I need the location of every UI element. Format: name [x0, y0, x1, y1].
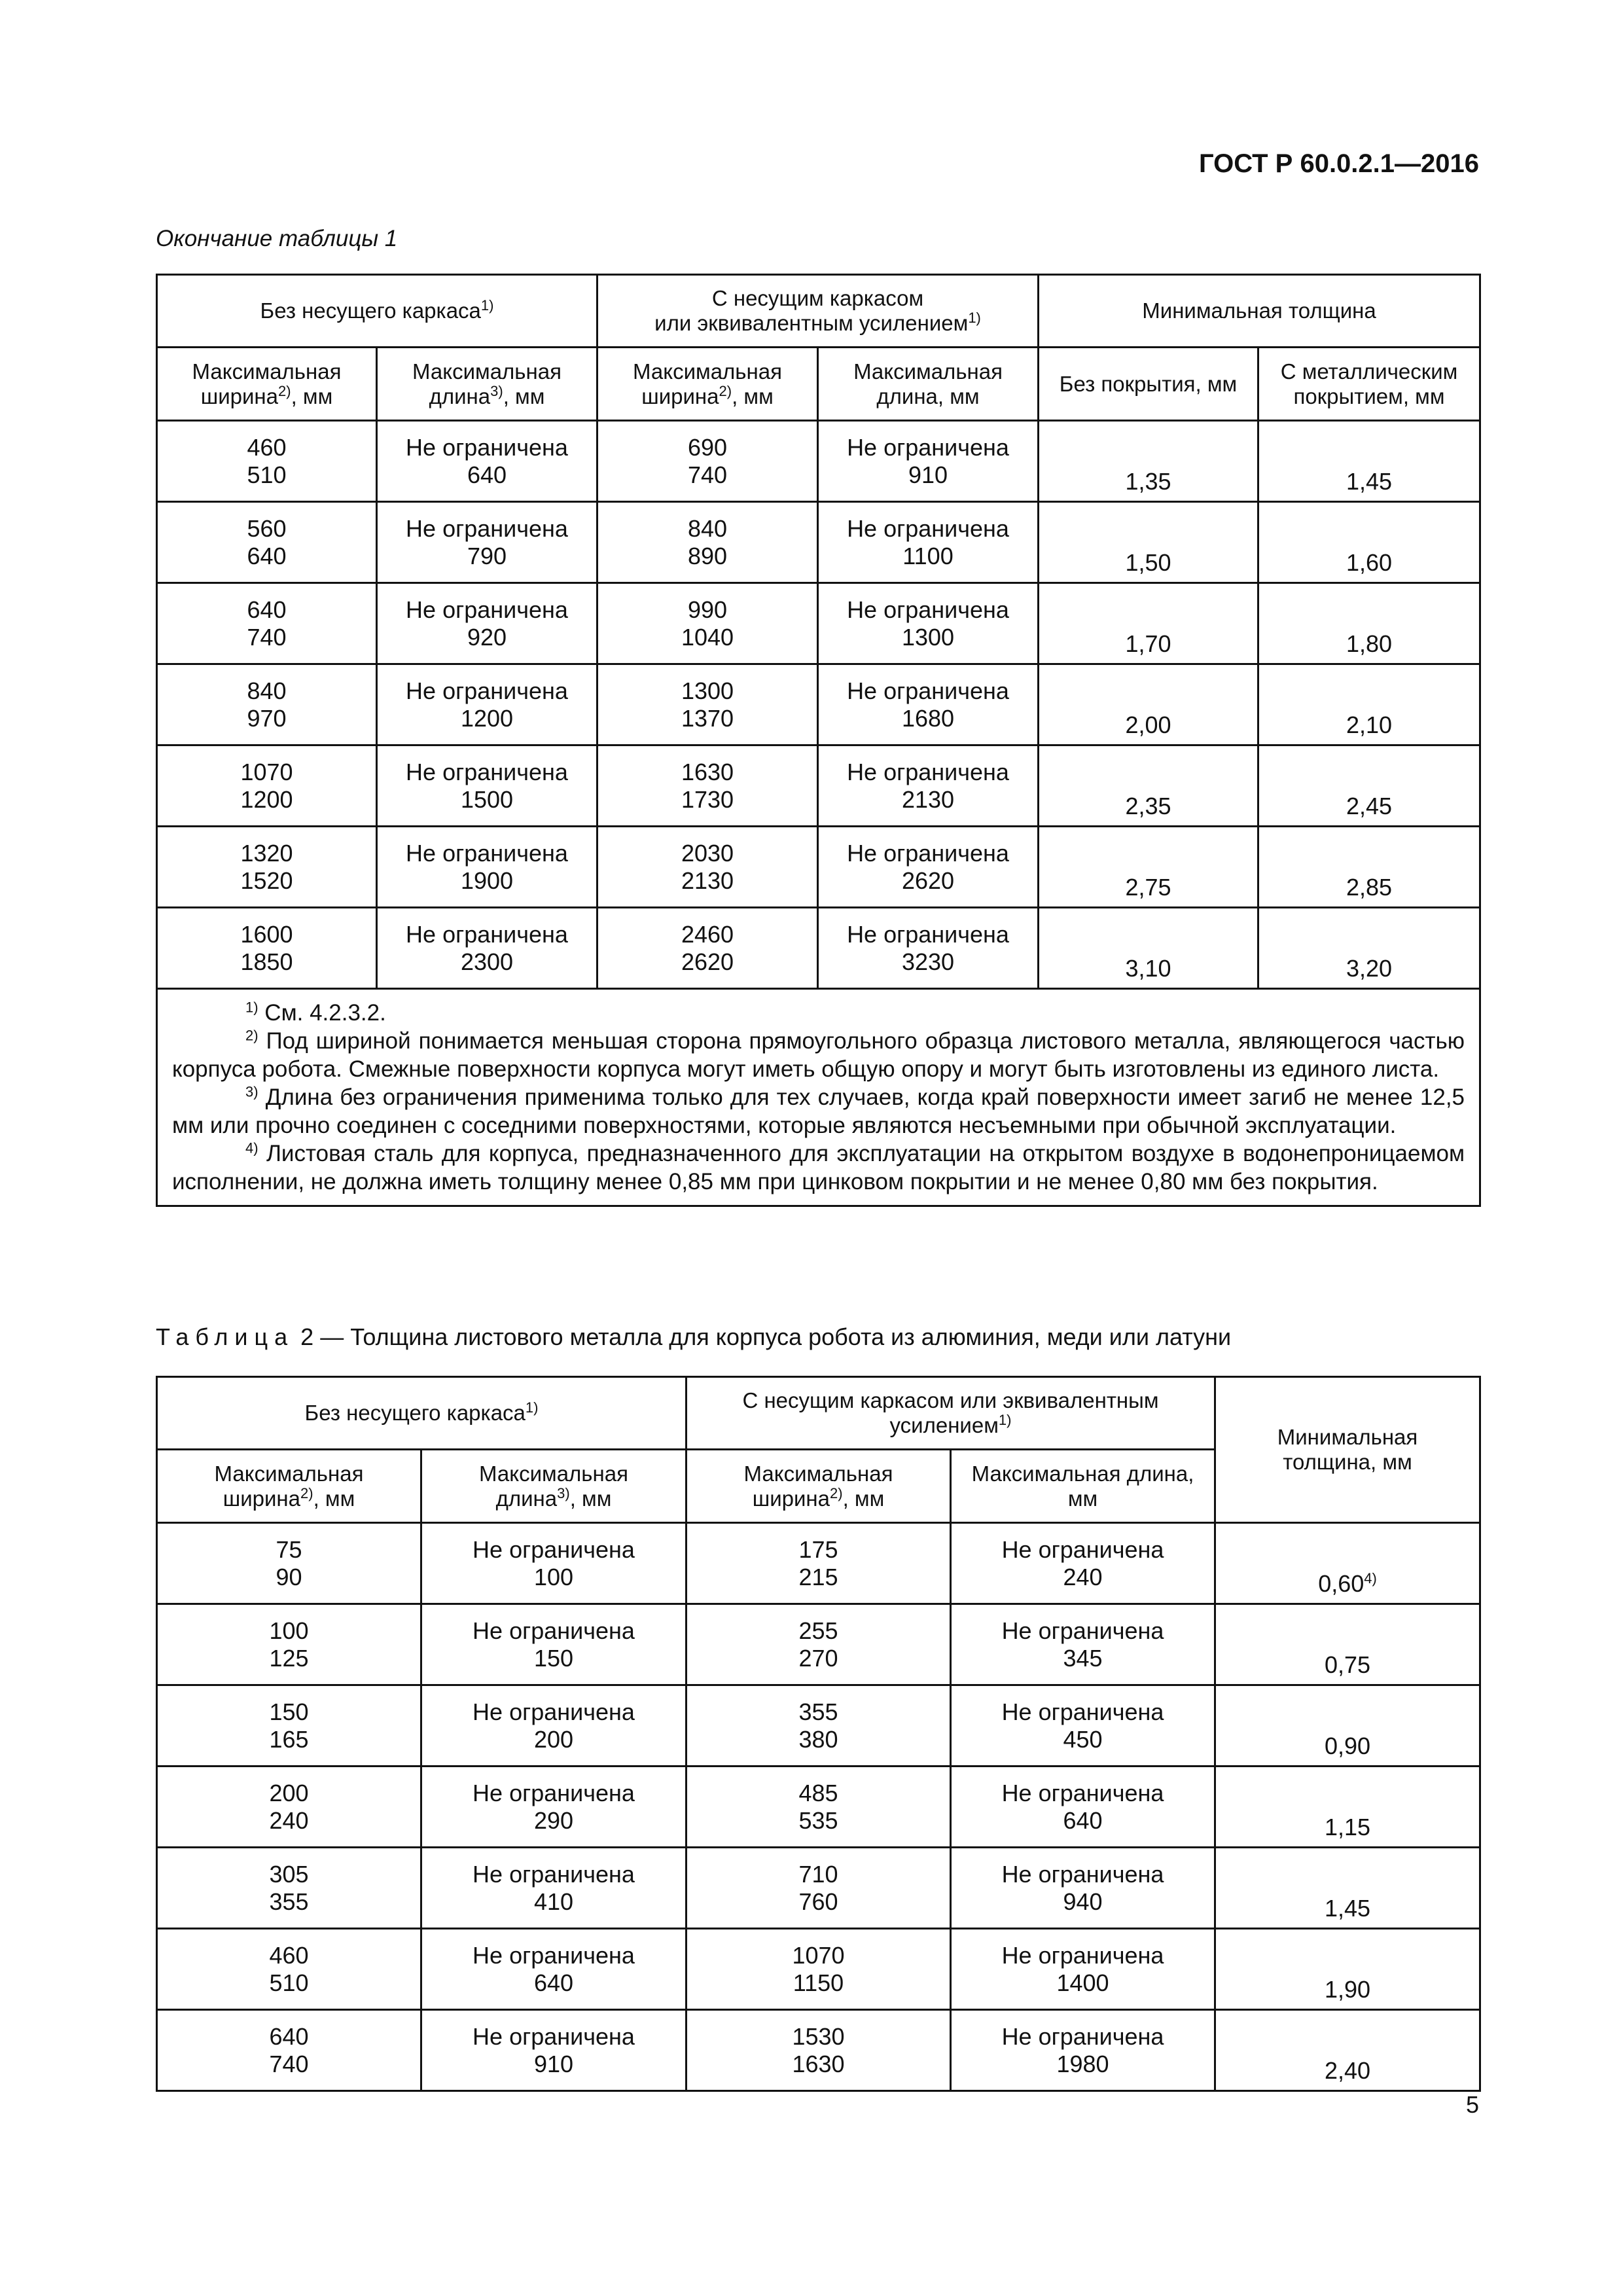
table-cell: Не ограничена 910 — [818, 421, 1039, 502]
table-cell: 100 125 — [157, 1604, 421, 1685]
table-row — [157, 1523, 1480, 1604]
table-cell: 1,80 — [1258, 583, 1480, 664]
t1-col-uncoated: Без покрытия, мм — [1039, 348, 1258, 421]
table2-title: Таблица 2 — Толщина листового металла для корпуса робота из алюминия, меди или латуни — [156, 1323, 1232, 1350]
t1-footnotes — [157, 989, 1480, 1206]
table-cell: 460 510 — [157, 1929, 421, 2010]
table-cell: Не ограничена 640 — [421, 1929, 687, 2010]
table1-continuation-title: Окончание таблицы 1 — [156, 226, 398, 251]
table-cell: 150 165 — [157, 1685, 421, 1767]
table-cell: 1070 1200 — [157, 745, 377, 827]
table-cell: Не ограничена 1980 — [951, 2010, 1215, 2091]
table-row — [157, 1848, 1480, 1929]
table-cell: 1,45 — [1215, 1848, 1480, 1929]
table-cell: 1300 1370 — [597, 664, 818, 745]
table-cell: Не ограничена 150 — [421, 1604, 687, 1685]
table-cell: 1,15 — [1215, 1767, 1480, 1848]
table-cell: Не ограничена 410 — [421, 1848, 687, 1929]
table-cell: Не ограничена 910 — [421, 2010, 687, 2091]
t2-col-frame-max-length: Максимальная длина, мм — [951, 1450, 1215, 1523]
page-number: 5 — [1465, 2091, 1479, 2118]
table-cell: 840 970 — [157, 664, 377, 745]
table-cell: Не ограничена 345 — [951, 1604, 1215, 1685]
table-cell: 1,45 — [1258, 421, 1480, 502]
t1-col-coated: С металлическим покрытием, мм — [1258, 348, 1480, 421]
table-row — [157, 502, 1480, 583]
table-cell: 485 535 — [687, 1767, 951, 1848]
table-cell: 3,20 — [1258, 908, 1480, 989]
table-cell: Не ограничена 2300 — [377, 908, 597, 989]
table-cell: 640 740 — [157, 583, 377, 664]
table-cell: Не ограничена 1900 — [377, 827, 597, 908]
table-cell: 560 640 — [157, 502, 377, 583]
table-2 — [156, 1376, 1481, 2092]
table-cell: 840 890 — [597, 502, 818, 583]
table-cell: 1,35 — [1039, 421, 1258, 502]
t1-col-max-length: Максимальная длина$^{3)}$, мм — [377, 348, 597, 421]
table-cell: Не ограничена 640 — [377, 421, 597, 502]
table-cell: 2030 2130 — [597, 827, 818, 908]
table-cell: 2,00 — [1039, 664, 1258, 745]
t2-header-no-frame: Без несущего каркаса$^{1)}$ — [157, 1377, 687, 1450]
table-cell: Не ограничена 940 — [951, 1848, 1215, 1929]
table-cell: Не ограничена 290 — [421, 1767, 687, 1848]
t1-footnote-4: $^{4)}$ Листовая сталь для корпуса, предназначенного для эксплуатации на открытом воздухе в водонепроницаемом исполнении, не должна иметь толщину менее 0,85 мм при цинковом покрытии и не менее 0,80 мм без покрытия. — [172, 1139, 1465, 1194]
table-cell: 1320 1520 — [157, 827, 377, 908]
table-cell: Не ограничена 2620 — [818, 827, 1039, 908]
table-cell: Не ограничена 240 — [951, 1523, 1215, 1604]
table-cell: 355 380 — [687, 1685, 951, 1767]
t2-header-with-frame: С несущим каркасом или эквивалентным усилением$^{1)}$ — [687, 1377, 1215, 1450]
table-row — [157, 827, 1480, 908]
t1-header-no-frame: Без несущего каркаса$^{1)}$ — [157, 275, 597, 348]
table-cell: Не ограничена 1200 — [377, 664, 597, 745]
t1-col-frame-max-width: Максимальная ширина$^{2)}$, мм — [597, 348, 818, 421]
t2-header-min-thickness: Минимальная толщина, мм — [1215, 1377, 1480, 1523]
table-cell: 990 1040 — [597, 583, 818, 664]
table-cell: 200 240 — [157, 1767, 421, 1848]
table-row — [157, 583, 1480, 664]
table-row — [157, 745, 1480, 827]
t2-col-max-length: Максимальная длина$^{3)}$, мм — [421, 1450, 687, 1523]
table-cell: Не ограничена 100 — [421, 1523, 687, 1604]
table-cell: Не ограничена 3230 — [818, 908, 1039, 989]
t1-col-max-width: Максимальная ширина$^{2)}$, мм — [157, 348, 377, 421]
table-cell: 1070 1150 — [687, 1929, 951, 2010]
table-cell: 1630 1730 — [597, 745, 818, 827]
table-cell: 0,90 — [1215, 1685, 1480, 1767]
t1-col-frame-max-length: Максимальная длина, мм — [818, 348, 1039, 421]
table-cell: 75 90 — [157, 1523, 421, 1604]
table-cell: Не ограничена 790 — [377, 502, 597, 583]
table-cell: 1,70 — [1039, 583, 1258, 664]
table-cell: 2,10 — [1258, 664, 1480, 745]
table-1 — [156, 274, 1481, 1207]
t1-header-with-frame: С несущим каркасом или эквивалентным усилением$^{1)}$ — [597, 275, 1039, 348]
t1-footnote-3: $^{3)}$ Длина без ограничения применима только для тех случаев, когда край поверхности имеет загиб не менее 12,5 мм или прочно соединен с соседними поверхностями, которые являются несъемными при обычной эксплуатации. — [172, 1083, 1465, 1138]
table-cell: 1,60 — [1258, 502, 1480, 583]
table-cell: 1530 1630 — [687, 2010, 951, 2091]
t1-footnote-1: $^{1)}$ См. 4.2.3.2. — [245, 999, 386, 1026]
t2-col-max-width: Максимальная ширина$^{2)}$, мм — [157, 1450, 421, 1523]
table-row — [157, 908, 1480, 989]
table-row — [157, 1604, 1480, 1685]
table-cell: 2,85 — [1258, 827, 1480, 908]
table-cell: 1600 1850 — [157, 908, 377, 989]
document-code-header: ГОСТ Р 60.0.2.1—2016 — [1198, 149, 1479, 178]
table-cell: 690 740 — [597, 421, 818, 502]
table-cell: Не ограничена 1400 — [951, 1929, 1215, 2010]
table-cell: Не ограничена 1500 — [377, 745, 597, 827]
table-cell: 3,10 — [1039, 908, 1258, 989]
table-row — [157, 1929, 1480, 2010]
table-cell: Не ограничена 200 — [421, 1685, 687, 1767]
table-row — [157, 421, 1480, 502]
table-cell: Не ограничена 920 — [377, 583, 597, 664]
table-cell: 305 355 — [157, 1848, 421, 1929]
table-cell: 175 215 — [687, 1523, 951, 1604]
table-cell: 2,40 — [1215, 2010, 1480, 2091]
table-row — [157, 2010, 1480, 2091]
table-cell: 2,35 — [1039, 745, 1258, 827]
table-cell: Не ограничена 1100 — [818, 502, 1039, 583]
table-row — [157, 1767, 1480, 1848]
table-row — [157, 664, 1480, 745]
table-cell: 2460 2620 — [597, 908, 818, 989]
table-cell: Не ограничена 2130 — [818, 745, 1039, 827]
table-cell: Не ограничена 450 — [951, 1685, 1215, 1767]
t1-footnote-2: $^{2)}$ Под шириной понимается меньшая сторона прямоугольного образца листового металла, являющегося частью корпуса робота. Смежные поверхности корпуса могут иметь общую опору и могут быть изготовлены из единого листа. — [172, 1027, 1465, 1082]
table-cell: 1,50 — [1039, 502, 1258, 583]
table-cell: 2,75 — [1039, 827, 1258, 908]
table-cell: Не ограничена 1300 — [818, 583, 1039, 664]
table-cell: 710 760 — [687, 1848, 951, 1929]
table-cell: 2,45 — [1258, 745, 1480, 827]
table-cell: Не ограничена 640 — [951, 1767, 1215, 1848]
table-cell: Не ограничена 1680 — [818, 664, 1039, 745]
table-row — [157, 1685, 1480, 1767]
t2-col-frame-max-width: Максимальная ширина$^{2)}$, мм — [687, 1450, 951, 1523]
table-cell: 255 270 — [687, 1604, 951, 1685]
table-cell: 460 510 — [157, 421, 377, 502]
table-cell: 1,90 — [1215, 1929, 1480, 2010]
table-cell: 0,60$^{4)}$ — [1215, 1523, 1480, 1604]
table-cell: 640 740 — [157, 2010, 421, 2091]
t1-header-min-thickness: Минимальная толщина — [1039, 275, 1480, 348]
table-cell: 0,75 — [1215, 1604, 1480, 1685]
